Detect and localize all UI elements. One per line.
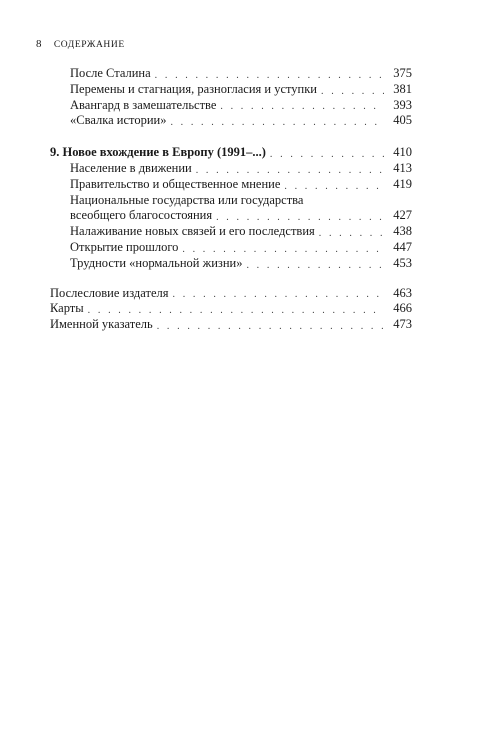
running-title: СОДЕРЖАНИЕ xyxy=(53,40,125,50)
dot-leader xyxy=(216,211,384,224)
dot-leader xyxy=(220,100,384,113)
toc-entry-label: Перемены и стагнация, разногласия и уступки xyxy=(70,81,317,96)
toc-entry-label: После Сталина xyxy=(70,66,151,80)
toc-entry-label: Именной указатель xyxy=(50,317,153,332)
chapter-page: 410 xyxy=(393,145,412,160)
page-number: 8 xyxy=(36,38,42,50)
dot-leader xyxy=(155,69,384,82)
toc-entry-label: Трудности «нормальной жизни» xyxy=(70,255,243,270)
toc-entry-page: 375 xyxy=(393,66,412,80)
toc-entry-page: 453 xyxy=(393,255,412,270)
toc-entry xyxy=(50,66,412,82)
toc-entry-page: 463 xyxy=(393,285,412,300)
toc-back-matter-entry xyxy=(50,286,412,302)
toc-entry-label: Карты xyxy=(50,301,84,316)
toc-entry-label-line1: Национальные государства или государства xyxy=(70,192,304,207)
dot-leader xyxy=(170,116,384,129)
section-spacer xyxy=(50,272,412,286)
toc-entry-page: 447 xyxy=(393,239,412,254)
toc-entry-page: 473 xyxy=(393,317,412,332)
dot-leader xyxy=(196,164,384,177)
toc-entry-label: Правительство и общественное мнение xyxy=(70,176,281,191)
toc-entry-label: Авангард в замешательстве xyxy=(70,97,217,112)
dot-leader xyxy=(173,288,384,301)
toc-entry-page: 393 xyxy=(393,97,412,112)
toc-entry-line2 xyxy=(70,208,412,224)
dot-leader xyxy=(270,148,384,161)
toc-entry-label: Налаживание новых связей и его последствия xyxy=(70,224,315,239)
toc-entry-page: 438 xyxy=(393,224,412,239)
dot-leader xyxy=(182,243,384,256)
toc-entry xyxy=(50,177,412,193)
running-header xyxy=(36,38,125,50)
section-spacer xyxy=(50,129,412,145)
dot-leader xyxy=(246,259,384,272)
toc-entry xyxy=(50,113,412,129)
toc-entry xyxy=(50,82,412,98)
toc-entry-page: 466 xyxy=(393,301,412,316)
toc-entry-page: 381 xyxy=(393,81,412,96)
chapter-title: 9. Новое вхождение в Европу (1991–...) xyxy=(50,145,266,160)
toc-back-matter-entry xyxy=(50,301,412,317)
toc-entry xyxy=(50,256,412,272)
toc-entry-page: 419 xyxy=(393,176,412,191)
dot-leader xyxy=(319,227,384,240)
dot-leader xyxy=(321,85,384,98)
dot-leader xyxy=(157,320,384,333)
toc-entry-page: 427 xyxy=(393,208,412,223)
toc-entry-label: Население в движении xyxy=(70,160,192,175)
table-of-contents xyxy=(50,66,412,333)
toc-entry-multiline xyxy=(50,193,412,225)
toc-back-matter-entry xyxy=(50,317,412,333)
dot-leader xyxy=(284,180,384,193)
toc-entry xyxy=(50,240,412,256)
toc-entry xyxy=(50,224,412,240)
toc-entry-label: Открытие прошлого xyxy=(70,239,179,254)
toc-entry-label-line2: всеобщего благосостояния xyxy=(70,208,213,223)
toc-entry-page: 413 xyxy=(393,160,412,175)
toc-entry xyxy=(50,98,412,114)
toc-chapter-heading xyxy=(50,145,412,161)
toc-entry-label: «Свалка истории» xyxy=(70,113,167,128)
toc-entry-page: 405 xyxy=(393,113,412,128)
dot-leader xyxy=(88,304,384,317)
toc-entry xyxy=(50,161,412,177)
toc-entry-label: Послесловие издателя xyxy=(50,285,169,300)
